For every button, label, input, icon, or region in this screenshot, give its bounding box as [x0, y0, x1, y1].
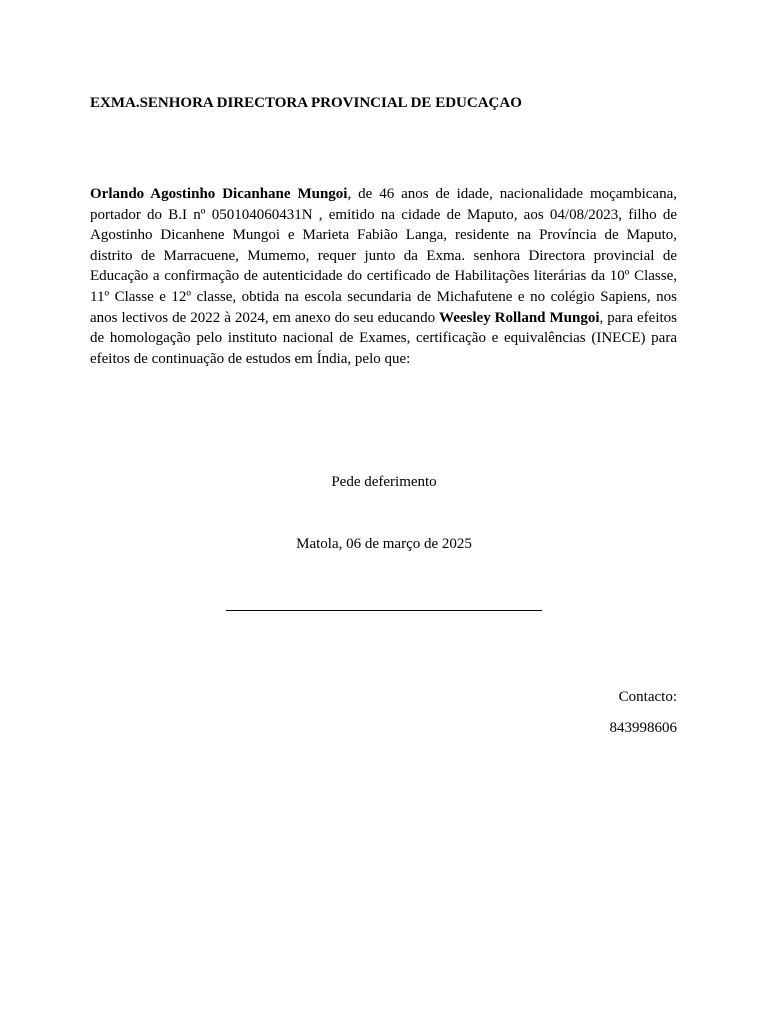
requester-name: Orlando Agostinho Dicanhane Mungoi — [90, 186, 348, 202]
signature-line — [226, 610, 542, 611]
addressee-heading: EXMA.SENHORA DIRECTORA PROVINCIAL DE EDUCAÇAO — [90, 95, 522, 111]
contact-number: 843998606 — [609, 720, 677, 736]
contact-label: Contacto: — [618, 689, 677, 705]
student-name: Weesley Rolland Mungoi — [439, 309, 600, 326]
request-text-part2: , para efeitos de homologação pelo instituto nacional de Exames, certificação e equivalências (INECE) para efeitos de continuação de estudos em Índia, pelo que: — [90, 309, 678, 367]
request-paragraph — [90, 184, 677, 369]
place-and-date: Matola, 06 de março de 2025 — [296, 536, 472, 552]
request-text-part1: , de 46 anos de idade, nacionalidade moçambicana, portador do B.I nº 050104060431N , emitido na cidade de Maputo, aos 04/08/2023, filho de Agostinho Dicanhene Mungoi e Marieta Fabião Langa, residente na Província de Maputo, distrito de Marracuene, Mumemo, requer junto da Exma. senhora Directora provincial de Educação a confirmação de autenticidade do certificado de Habilitações literárias da 10º Classe, 11º Classe e 12º classe, obtida na escola secundaria de Michafutene e no colégio Sapiens, nos anos lectivos de 2022 à 2024, em anexo do seu educando — [90, 186, 677, 326]
closing-request: Pede deferimento — [331, 474, 437, 490]
